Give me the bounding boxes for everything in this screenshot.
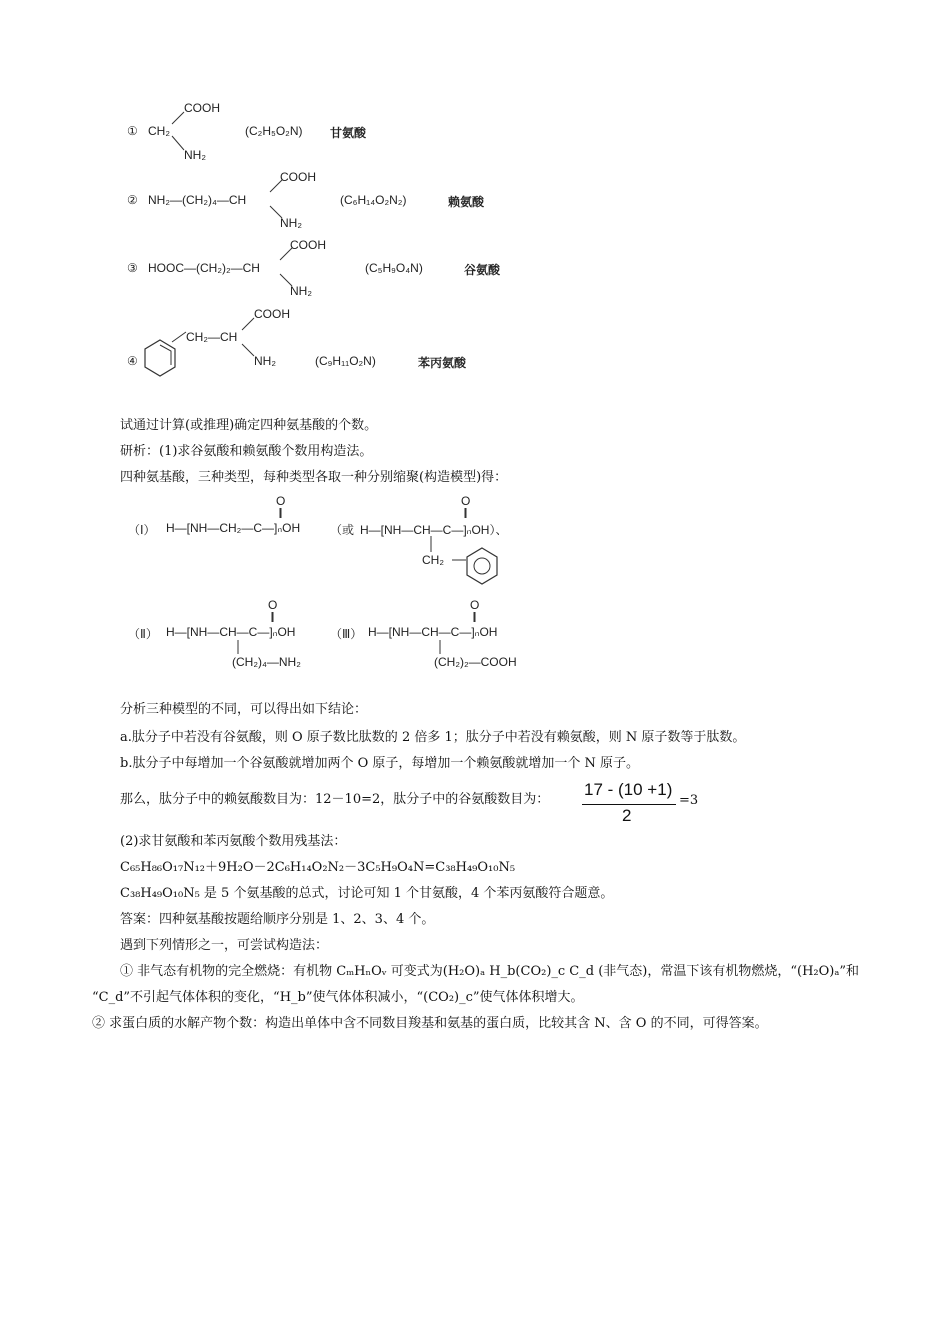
- text-line: (2)求甘氨酸和苯丙氨酸个数用残基法：: [120, 834, 347, 849]
- side-chain: (CH₂)₂—COOH: [434, 655, 517, 669]
- cooh-group: COOH: [280, 170, 316, 184]
- formula-text: C₆H₁₄O₂N₂: [344, 193, 403, 207]
- model-formula: H—[NH—CH—C—]ₙOH: [166, 625, 296, 639]
- text-line: 答案：四种氨基酸按题给顺序分别是 1、2、3、4 个。: [120, 912, 435, 927]
- model-formula: H—[NH—CH—C—]ₙOH: [368, 625, 498, 639]
- structure-main: CH₂—CH: [186, 330, 238, 344]
- side-chain: CH₂: [422, 553, 444, 567]
- text-line: C₃₈H₄₉O₁₀N₅ 是 5 个氨基酸的总式，讨论可知 1 个甘氨酸，4 个苯丙氨酸符合题意。: [120, 886, 614, 901]
- amino-acid-name: 甘氨酸: [330, 126, 367, 140]
- fraction-result: =3: [679, 793, 699, 808]
- carbonyl-oxygen: O: [470, 598, 480, 612]
- fraction-numerator: 17 - (10 +1): [584, 780, 673, 799]
- text-line: 四种氨基酸，三种类型，每种类型各取一种分别缩聚(构造模型)得：: [120, 470, 508, 485]
- model-label: （Ⅲ）: [330, 627, 363, 641]
- model-formula: H—[NH—CH₂—C—]ₙOH: [166, 521, 301, 535]
- text-line: ② 求蛋白质的水解产物个数：构造出单体中含不同数目羧基和氨基的蛋白质，比较其含 N、含 O 的不同，可得答案。: [92, 1016, 768, 1031]
- model-formula: H—[NH—CH—C—]ₙOH）、: [360, 523, 508, 537]
- carbonyl-oxygen: O: [461, 494, 471, 508]
- amino-acid-number: ②: [127, 193, 138, 207]
- nh2-group: NH₂: [280, 216, 302, 230]
- carbonyl-oxygen: O: [268, 598, 278, 612]
- text-line: 分析三种模型的不同，可以得出如下结论：: [120, 702, 368, 717]
- benzene-ring-icon: [467, 548, 497, 584]
- nh2-group: NH₂: [254, 354, 276, 368]
- fraction-denominator: 2: [622, 806, 632, 825]
- text-line: 研析：(1)求谷氨酸和赖氨酸个数用构造法。: [120, 444, 373, 459]
- text-line: C₆₅H₈₆O₁₇N₁₂＋9H₂O－2C₆H₁₄O₂N₂－3C₅H₉O₄N=C₃₈H₄₉O₁₀N₅: [120, 860, 516, 875]
- text-line: a.肽分子中若没有谷氨酸，则 O 原子数比肽数的 2 倍多 1；肽分子中若没有赖氨酸，则 N 原子数等于肽数。: [120, 730, 746, 745]
- nh2-group: NH₂: [290, 284, 312, 298]
- formula-text: C₂H₅O₂N: [249, 124, 299, 138]
- molecular-formula: (C₂H₅O₂N): [245, 124, 303, 138]
- carbonyl-oxygen: O: [276, 494, 286, 508]
- structure-main: HOOC—(CH₂)₂—CH: [148, 261, 260, 275]
- structure-main: CH₂: [148, 124, 170, 138]
- text-line: 试通过计算(或推理)确定四种氨基酸的个数。: [120, 418, 378, 433]
- text-line: ① 非气态有机物的完全燃烧：有机物 CₘHₙOᵥ 可变式为(H₂O)ₐ H_b(CO₂)_c C_d (非气态)，常温下该有机物燃烧，“(H₂O)ₐ”和: [120, 964, 860, 979]
- fraction-bar: [582, 804, 676, 805]
- nh2-group: NH₂: [184, 148, 206, 162]
- molecular-formula: (C₉H₁₁O₂N): [315, 354, 376, 368]
- model-label: （Ⅱ）: [128, 627, 158, 641]
- cooh-group: COOH: [290, 238, 326, 252]
- amino-acid-number: ④: [127, 354, 138, 368]
- model-label: （Ⅰ）: [128, 523, 156, 537]
- amino-acid-name: 赖氨酸: [448, 195, 485, 209]
- text-line: 那么，肽分子中的赖氨酸数目为：12－10=2，肽分子中的谷氨酸数目为：: [120, 792, 550, 807]
- text-line: b.肽分子中每增加一个谷氨酸就增加两个 O 原子，每增加一个赖氨酸就增加一个 N 原子。: [120, 756, 640, 771]
- cooh-group: COOH: [184, 101, 220, 115]
- molecular-formula: (C₆H₁₄O₂N₂): [340, 193, 407, 207]
- model-alt-prefix: （或: [330, 523, 355, 537]
- cooh-group: COOH: [254, 307, 290, 321]
- amino-acid-number: ③: [127, 261, 138, 275]
- text-line: “C_d”不引起气体体积的变化，“H_b”使气体体积减小，“(CO₂)_c”使气体体积增大。: [92, 990, 584, 1005]
- molecular-formula: (C₅H₉O₄N): [365, 261, 423, 275]
- text-line: 遇到下列情形之一，可尝试构造法：: [120, 938, 329, 953]
- formula-text: C₉H₁₁O₂N: [319, 354, 372, 368]
- amino-acid-name: 苯丙氨酸: [418, 356, 467, 370]
- formula-text: C₅H₉O₄N: [369, 261, 419, 275]
- amino-acid-number: ①: [127, 124, 138, 138]
- side-chain: (CH₂)₄—NH₂: [232, 655, 301, 669]
- structure-main: NH₂—(CH₂)₄—CH: [148, 193, 247, 207]
- amino-acid-name: 谷氨酸: [464, 263, 501, 277]
